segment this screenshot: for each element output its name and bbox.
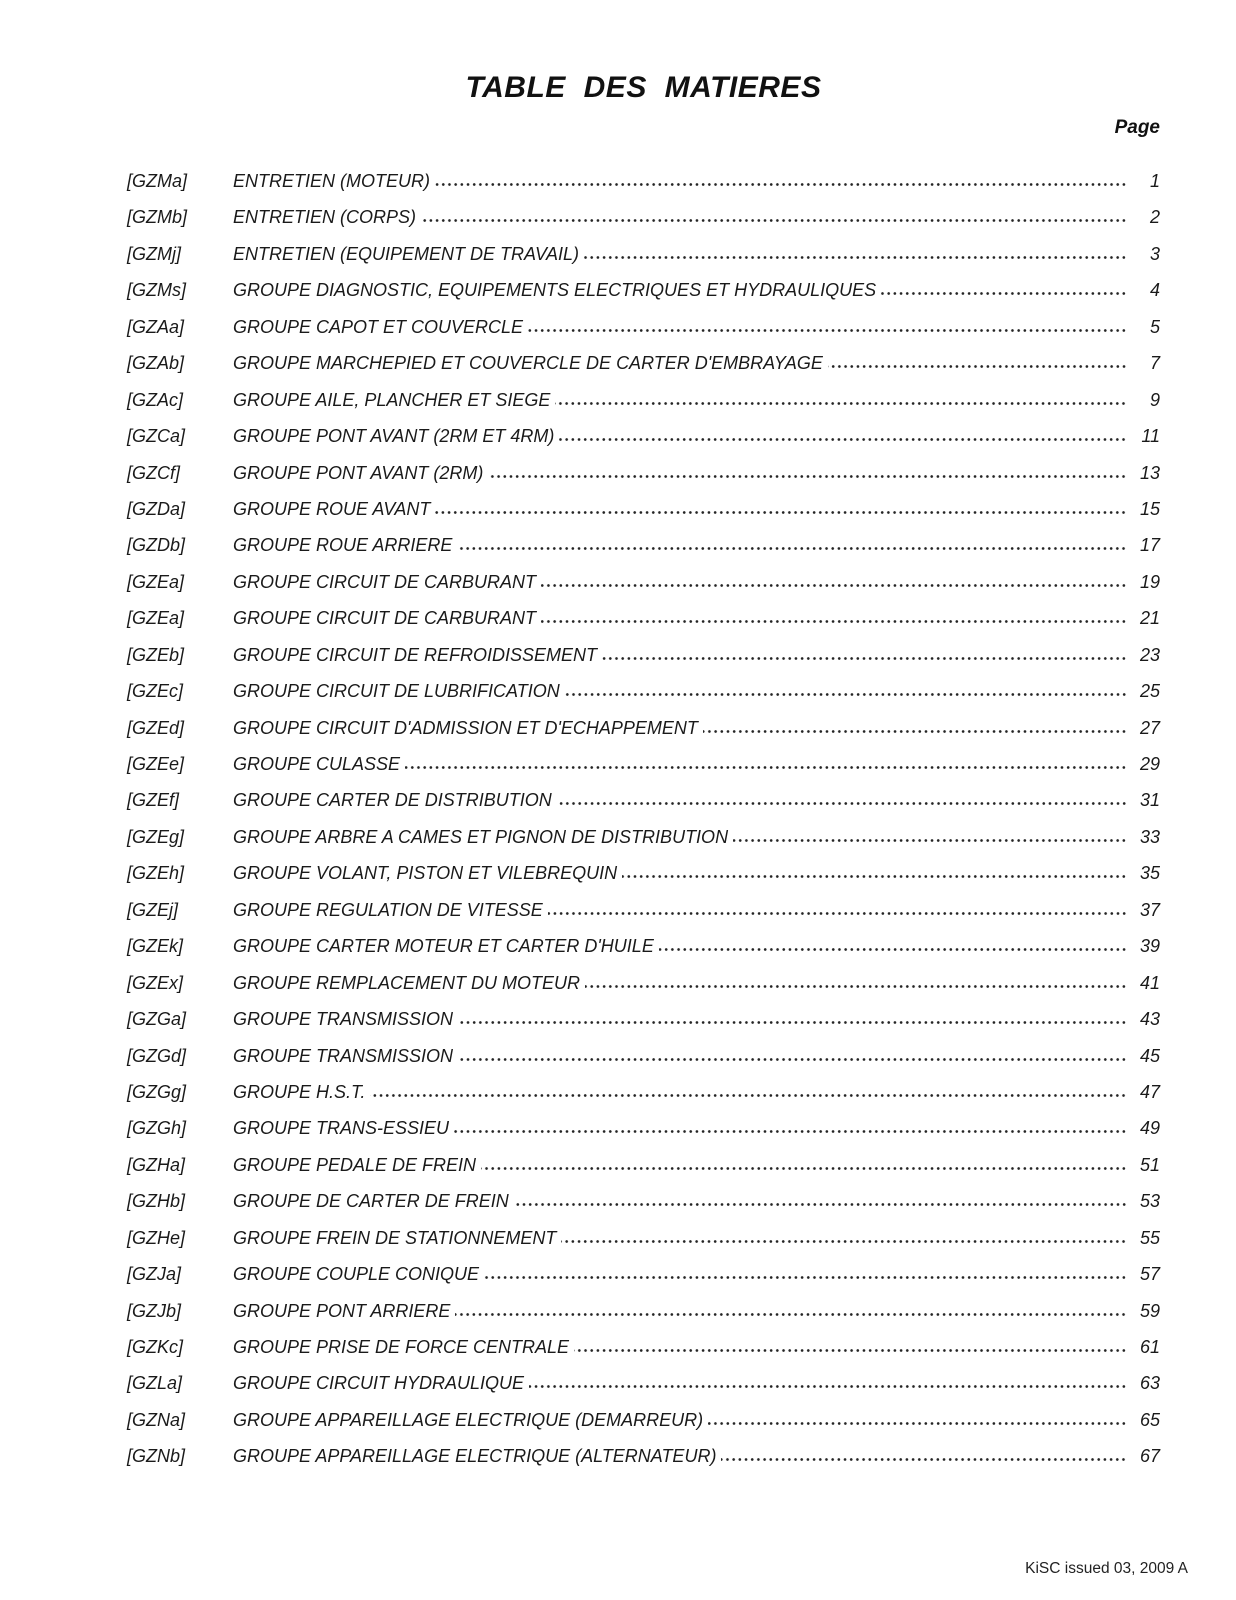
dot-leader <box>557 801 1127 806</box>
entry-title: GROUPE CULASSE <box>233 754 401 774</box>
entry-page-number: 11 <box>1141 426 1160 447</box>
toc-entry <box>127 965 1160 1001</box>
entry-code: [GZAb] <box>127 353 185 374</box>
dot-leader <box>721 1457 1127 1462</box>
entry-code: [GZJa] <box>127 1264 182 1285</box>
entry-title: GROUPE CIRCUIT DE CARBURANT <box>233 571 537 592</box>
entry-code: [GZLa] <box>127 1373 183 1394</box>
toc-entry <box>127 710 1160 746</box>
entry-title: GROUPE PONT AVANT (2RM) <box>233 462 484 483</box>
toc-entry <box>127 491 1160 527</box>
entry-title: GROUPE TRANSMISSION <box>233 1009 454 1030</box>
entry-code: [GZEb] <box>127 644 185 665</box>
entry-code: [GZNb] <box>127 1446 186 1467</box>
entry-page-number: 33 <box>1139 826 1160 847</box>
entry-title: GROUPE CIRCUIT DE LUBRIFICATION <box>233 681 560 702</box>
toc-entry <box>127 527 1160 563</box>
dot-leader <box>585 984 1127 989</box>
entry-page-number: 47 <box>1139 1081 1160 1102</box>
entry-page-number: 19 <box>1139 571 1160 592</box>
dot-leader <box>659 947 1127 952</box>
entry-code: [GZCa] <box>127 426 186 447</box>
entry-title: GROUPE APPAREILLAGE ELECTRIQUE (ALTERNATEUR) <box>233 1446 717 1467</box>
entry-title: ENTRETIEN (CORPS) <box>233 207 417 228</box>
entry-page-number: 49 <box>1139 1118 1160 1139</box>
entry-code: [GZCf] <box>127 462 180 483</box>
entry-title: GROUPE REGULATION DE VITESSE <box>233 899 543 920</box>
entry-page-number: 63 <box>1139 1373 1160 1394</box>
entry-title: GROUPE CIRCUIT DE CARBURANT <box>233 608 537 629</box>
entry-page-number: 53 <box>1139 1191 1160 1212</box>
toc-entry <box>127 1329 1160 1365</box>
entry-code: [GZEj] <box>127 899 179 920</box>
entry-code: [GZAa] <box>127 316 185 337</box>
entry-code: [GZGa] <box>127 1009 187 1030</box>
entry-title: GROUPE ARBRE A CAMES ET PIGNON DE DISTRIBUTION <box>233 826 729 847</box>
dot-leader <box>529 1384 1127 1389</box>
entry-code: [GZGg] <box>127 1081 187 1102</box>
toc-entry <box>127 1365 1160 1401</box>
entry-title: GROUPE CIRCUIT DE REFROIDISSEMENT <box>233 644 598 665</box>
entry-page-number: 4 <box>1149 280 1160 301</box>
dot-leader <box>622 874 1127 879</box>
entry-code: [GZEf] <box>127 790 180 811</box>
entry-title: GROUPE TRANSMISSION <box>233 1045 454 1066</box>
toc-entry <box>127 819 1160 855</box>
entry-code: [GZMj] <box>127 243 181 264</box>
dot-leader <box>703 729 1127 734</box>
dot-leader <box>481 1166 1127 1171</box>
entry-code: [GZGd] <box>127 1045 187 1066</box>
dot-leader <box>435 182 1127 187</box>
entry-title: GROUPE APPAREILLAGE ELECTRIQUE (DEMARREUR) <box>233 1409 704 1430</box>
entry-code: [GZEd] <box>127 717 185 738</box>
toc-entry <box>127 1001 1160 1037</box>
toc-list <box>127 163 1160 1475</box>
dot-leader <box>733 838 1127 843</box>
dot-leader <box>708 1421 1127 1426</box>
entry-page-number: 3 <box>1149 243 1160 264</box>
entry-code: [GZMa] <box>127 171 188 191</box>
entry-title: GROUPE PRISE DE FORCE CENTRALE <box>233 1337 570 1357</box>
entry-title: GROUPE TRANS-ESSIEU <box>233 1118 450 1139</box>
dot-leader <box>574 1348 1127 1353</box>
entry-page-number: 7 <box>1149 353 1160 374</box>
toc-entry <box>127 163 1160 199</box>
dot-leader <box>435 510 1127 515</box>
entry-page-number: 35 <box>1139 863 1160 884</box>
entry-page-number: 65 <box>1139 1409 1160 1430</box>
entry-code: [GZDb] <box>127 535 186 556</box>
entry-code: [GZEa] <box>127 571 185 592</box>
toc-entry <box>127 892 1160 928</box>
entry-code: [GZJb] <box>127 1300 182 1321</box>
entry-title: GROUPE MARCHEPIED ET COUVERCLE DE CARTER D'EMBRAYAGE <box>233 353 823 374</box>
toc-entry <box>127 1074 1160 1110</box>
dot-leader <box>565 692 1127 697</box>
entry-page-number: 17 <box>1139 535 1160 556</box>
entry-page-number: 29 <box>1139 754 1160 774</box>
toc-entry <box>127 1147 1160 1183</box>
toc-entry <box>127 1256 1160 1292</box>
toc-entry <box>127 345 1160 381</box>
dot-leader <box>541 583 1127 588</box>
dot-leader <box>541 619 1127 624</box>
entry-title: GROUPE DE CARTER DE FREIN <box>233 1191 509 1212</box>
entry-code: [GZHe] <box>127 1227 186 1248</box>
dot-leader <box>828 364 1127 369</box>
toc-entry <box>127 309 1160 345</box>
entry-title: GROUPE PONT ARRIERE <box>233 1300 451 1321</box>
dot-leader <box>458 1057 1127 1062</box>
dot-leader <box>370 1093 1127 1098</box>
entry-title: GROUPE ROUE AVANT <box>233 498 431 519</box>
toc-entry <box>127 746 1160 782</box>
dot-leader <box>602 656 1127 661</box>
entry-code: [GZEk] <box>127 936 184 957</box>
entry-page-number: 25 <box>1139 681 1160 702</box>
toc-entry <box>127 199 1160 235</box>
entry-title: GROUPE ROUE ARRIERE <box>233 535 453 556</box>
entry-page-number: 5 <box>1149 316 1160 337</box>
entry-title: GROUPE CIRCUIT HYDRAULIQUE <box>233 1373 525 1394</box>
entry-code: [GZNa] <box>127 1409 186 1430</box>
page-title: TABLE DES MATIERES <box>465 71 822 104</box>
entry-page-number: 39 <box>1139 936 1160 957</box>
toc-entry <box>127 1402 1160 1438</box>
entry-page-number: 13 <box>1139 462 1160 483</box>
entry-code: [GZDa] <box>127 498 186 519</box>
toc-entry <box>127 1293 1160 1329</box>
entry-page-number: 61 <box>1139 1337 1160 1357</box>
entry-page-number: 31 <box>1139 790 1160 811</box>
entry-code: [GZMs] <box>127 280 186 301</box>
dot-leader <box>484 1275 1127 1280</box>
toc-entry <box>127 1438 1160 1474</box>
toc-entry <box>127 564 1160 600</box>
toc-entry <box>127 1110 1160 1146</box>
entry-page-number: 45 <box>1139 1045 1160 1066</box>
dot-leader <box>455 1312 1127 1317</box>
entry-page-number: 41 <box>1139 972 1160 993</box>
page-column-label: Page <box>1114 117 1160 138</box>
toc-entry <box>127 782 1160 818</box>
toc-entry <box>127 418 1160 454</box>
entry-title: GROUPE CAPOT ET COUVERCLE <box>233 316 524 337</box>
entry-code: [GZEg] <box>127 826 185 847</box>
entry-title: GROUPE H.S.T. <box>233 1081 366 1102</box>
dot-leader <box>559 437 1127 442</box>
entry-code: [GZEc] <box>127 681 184 702</box>
entry-title: GROUPE PONT AVANT (2RM ET 4RM) <box>233 426 555 447</box>
entry-page-number: 55 <box>1139 1227 1160 1248</box>
entry-code: [GZAc] <box>127 389 184 410</box>
entry-code: [GZMb] <box>127 207 188 228</box>
entry-title: GROUPE REMPLACEMENT DU MOTEUR <box>233 972 581 993</box>
toc-entry <box>127 673 1160 709</box>
entry-page-number: 51 <box>1139 1154 1160 1175</box>
toc-entry <box>127 855 1160 891</box>
toc-entry <box>127 1038 1160 1074</box>
footer-note: KiSC issued 03, 2009 A <box>1025 1560 1188 1577</box>
entry-page-number: 27 <box>1139 717 1160 738</box>
entry-page-number: 23 <box>1139 644 1160 665</box>
dot-leader <box>548 911 1127 916</box>
entry-page-number: 43 <box>1139 1009 1160 1030</box>
entry-page-number: 67 <box>1139 1446 1160 1467</box>
toc-entry <box>127 637 1160 673</box>
entry-page-number: 9 <box>1149 389 1160 410</box>
dot-leader <box>405 765 1127 770</box>
dot-leader <box>457 546 1127 551</box>
entry-title: GROUPE CARTER DE DISTRIBUTION <box>233 790 552 811</box>
entry-page-number: 21 <box>1139 608 1160 629</box>
toc-entry <box>127 928 1160 964</box>
entry-title: GROUPE CARTER MOTEUR ET CARTER D'HUILE <box>233 936 654 957</box>
entry-title: GROUPE FREIN DE STATIONNEMENT <box>233 1227 557 1248</box>
entry-code: [GZEe] <box>127 754 185 774</box>
dot-leader <box>514 1202 1127 1207</box>
dot-leader <box>881 291 1127 296</box>
toc-entry <box>127 382 1160 418</box>
entry-code: [GZHa] <box>127 1154 186 1175</box>
toc-entry <box>127 1183 1160 1219</box>
toc-entry <box>127 1220 1160 1256</box>
dot-leader <box>488 474 1127 479</box>
entry-page-number: 57 <box>1139 1264 1160 1285</box>
entry-title: GROUPE AILE, PLANCHER ET SIEGE <box>233 389 551 410</box>
entry-code: [GZGh] <box>127 1118 187 1139</box>
entry-code: [GZKc] <box>127 1337 184 1357</box>
toc-entry <box>127 455 1160 491</box>
dot-leader <box>555 401 1127 406</box>
entry-code: [GZEh] <box>127 863 185 884</box>
entry-page-number: 1 <box>1149 171 1160 191</box>
entry-title: GROUPE CIRCUIT D'ADMISSION ET D'ECHAPPEMENT <box>233 717 698 738</box>
dot-leader <box>454 1129 1127 1134</box>
toc-entry <box>127 272 1160 308</box>
entry-title: ENTRETIEN (MOTEUR) <box>233 171 430 191</box>
entry-code: [GZEa] <box>127 608 185 629</box>
dot-leader <box>458 1020 1127 1025</box>
entry-title: GROUPE COUPLE CONIQUE <box>233 1264 480 1285</box>
entry-title: ENTRETIEN (EQUIPEMENT DE TRAVAIL) <box>233 243 580 264</box>
toc-entry <box>127 236 1160 272</box>
toc-entry <box>127 600 1160 636</box>
dot-leader <box>561 1239 1127 1244</box>
entry-title: GROUPE DIAGNOSTIC, EQUIPEMENTS ELECTRIQUES ET HYDRAULIQUES <box>233 280 877 301</box>
entry-title: GROUPE PEDALE DE FREIN <box>233 1154 477 1175</box>
entry-page-number: 59 <box>1139 1300 1160 1321</box>
entry-page-number: 2 <box>1149 207 1160 228</box>
dot-leader <box>421 218 1127 223</box>
entry-page-number: 15 <box>1139 498 1160 519</box>
entry-page-number: 37 <box>1139 899 1160 920</box>
dot-leader <box>584 255 1127 260</box>
dot-leader <box>528 328 1127 333</box>
entry-title: GROUPE VOLANT, PISTON ET VILEBREQUIN <box>233 863 618 884</box>
entry-code: [GZHb] <box>127 1191 186 1212</box>
entry-code: [GZEx] <box>127 972 184 993</box>
